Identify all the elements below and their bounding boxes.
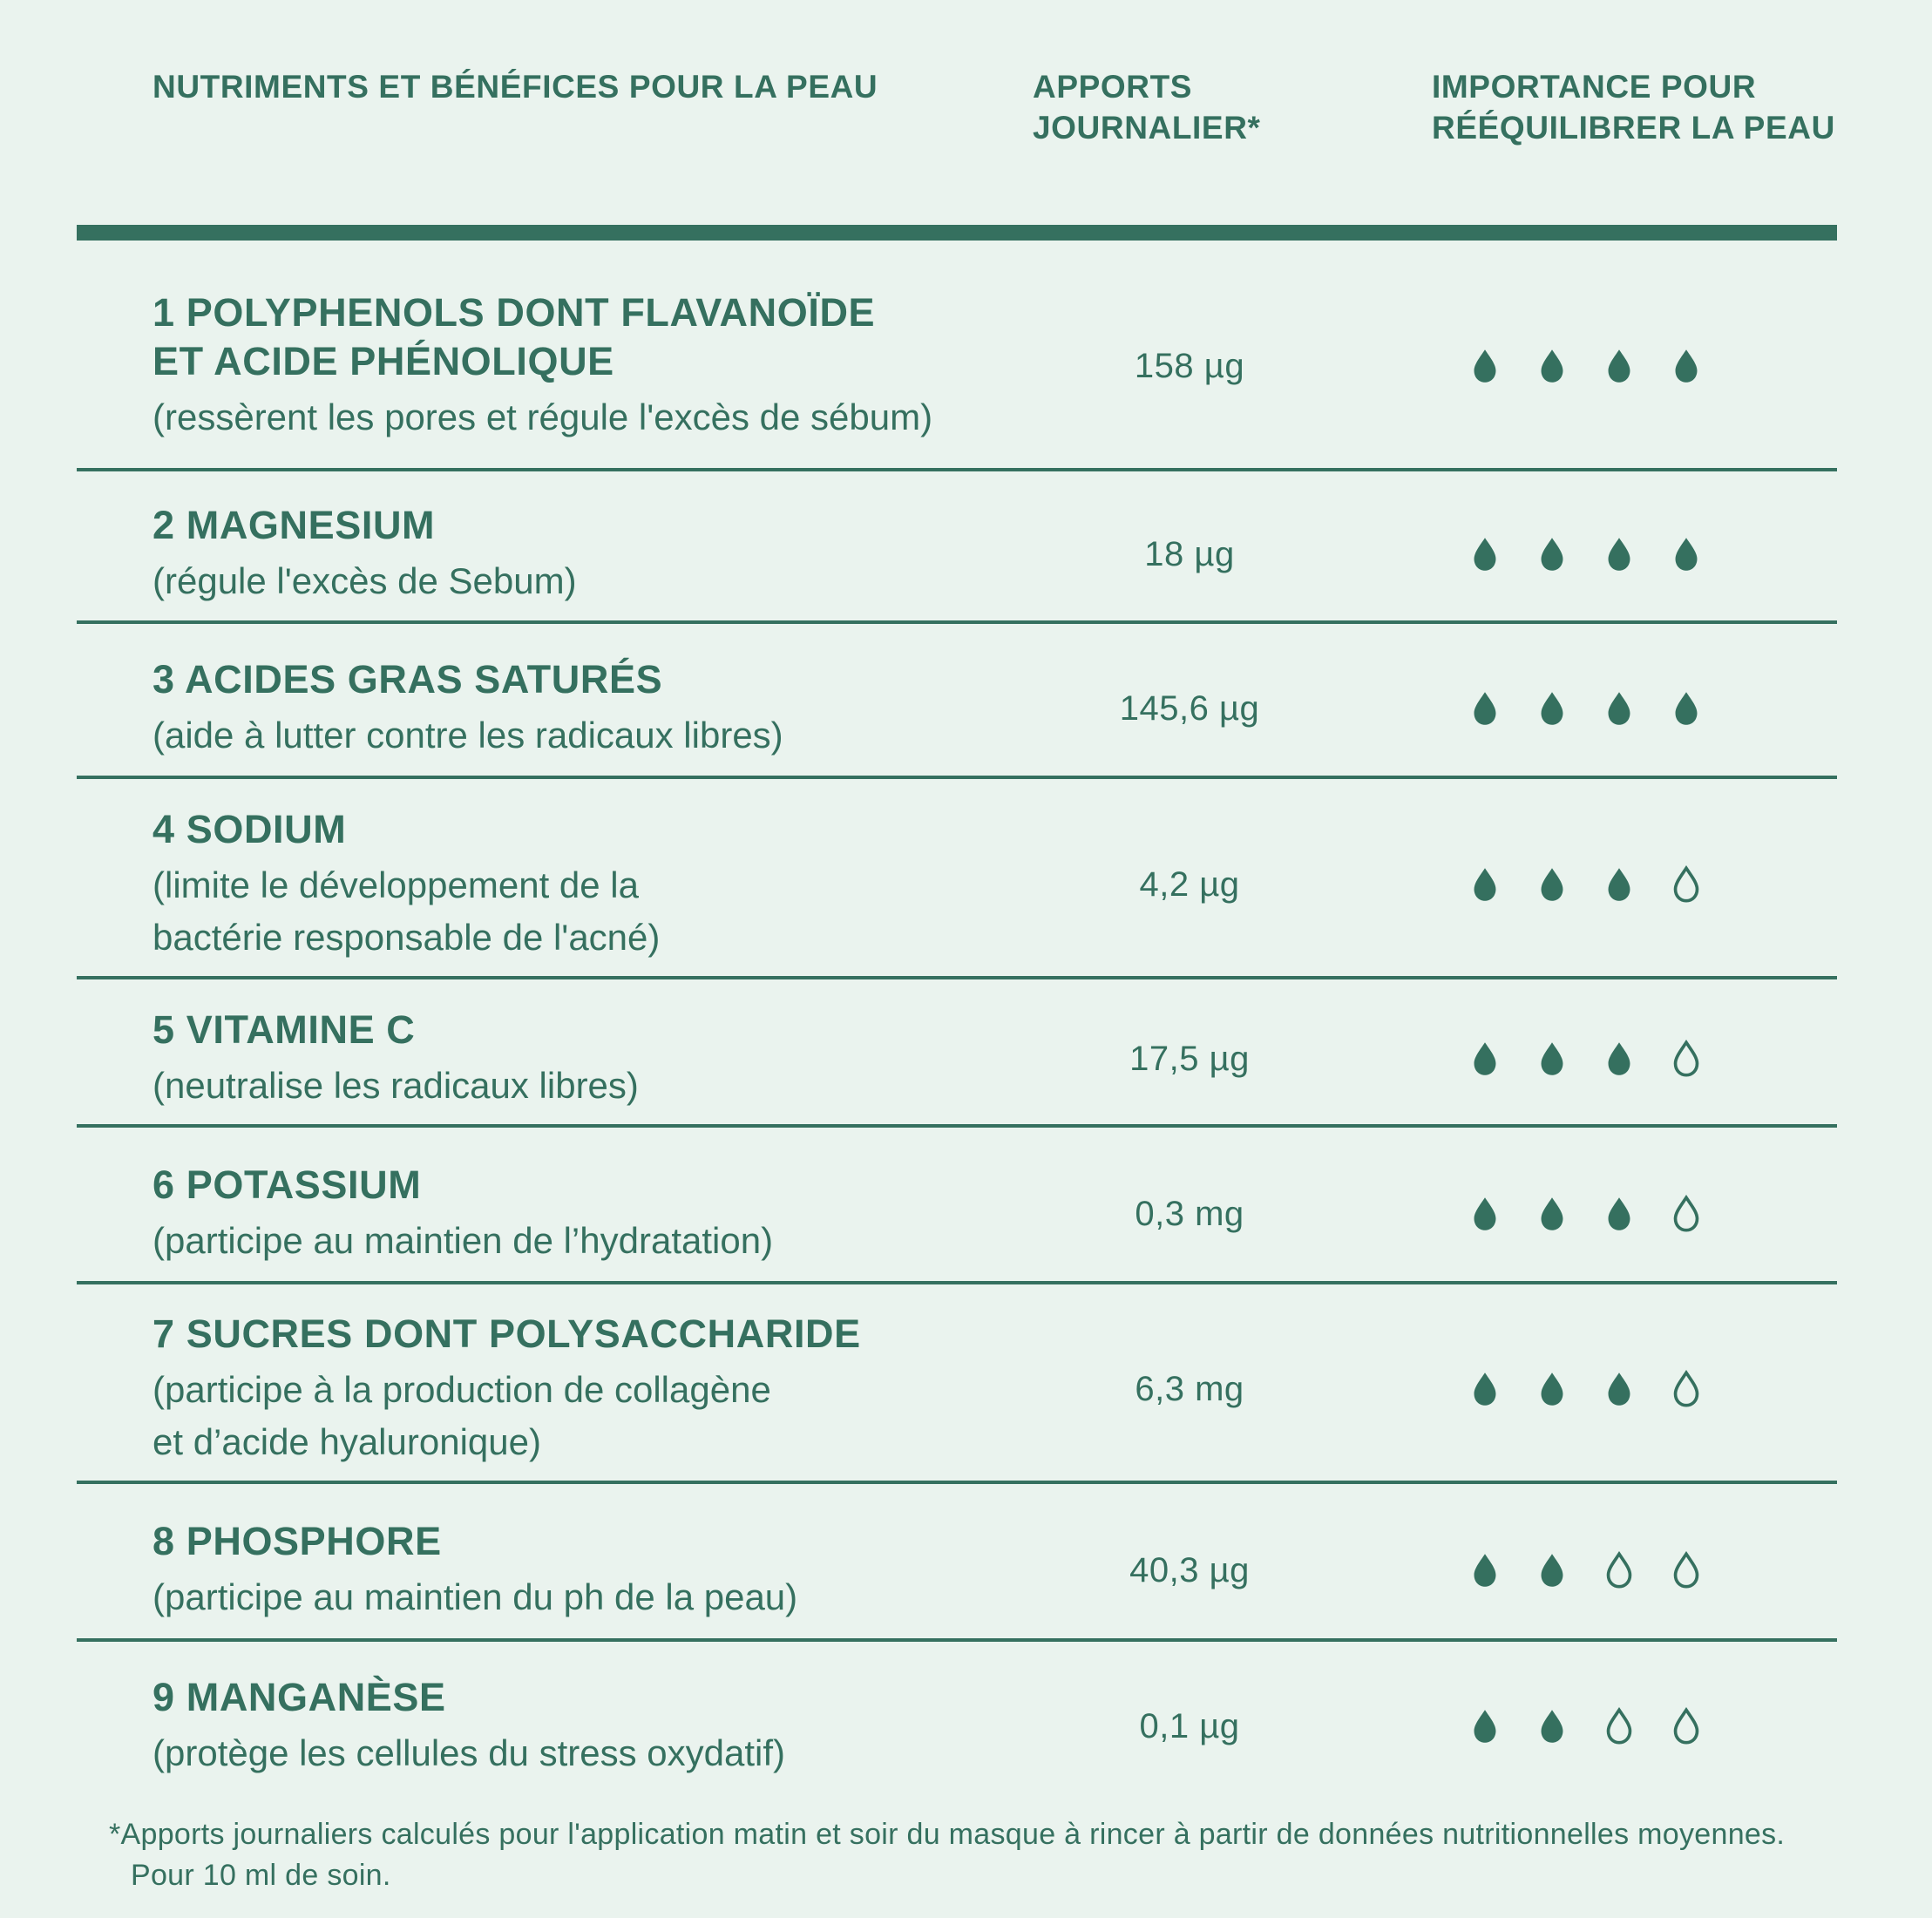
nutrient-cell xyxy=(77,1673,1015,1779)
nutrient-cell xyxy=(77,1161,1015,1267)
nutrient-benefit xyxy=(153,1060,1015,1112)
nutrient-title-line: 1 POLYPHENOLS DONT FLAVANOÏDE xyxy=(153,290,876,335)
nutrient-benefit xyxy=(153,709,1015,762)
header-apports-line2: JOURNALIER* xyxy=(1033,110,1261,146)
nutrient-benefit-line: (participe au maintien de l’hydratation) xyxy=(153,1220,774,1261)
importance-rating xyxy=(1364,685,1837,732)
drop-filled-icon xyxy=(1466,1703,1504,1750)
nutrient-benefit xyxy=(153,1571,1015,1623)
drop-filled-icon xyxy=(1466,531,1504,578)
daily-intake-value: 158 µg xyxy=(1134,346,1245,385)
nutrient-title xyxy=(153,1006,1015,1054)
nutrient-title-line: 7 SUCRES DONT POLYSACCHARIDE xyxy=(153,1311,861,1356)
footnote-line1: *Apports journaliers calculés pour l'application matin et soir du masque à rincer à partir de données nutritionnelles moyennes. xyxy=(109,1818,1786,1851)
nutrient-title xyxy=(153,1673,1015,1722)
drop-empty-icon xyxy=(1667,1703,1705,1750)
daily-intake-value: 40,3 µg xyxy=(1129,1550,1250,1589)
nutrient-cell xyxy=(77,1517,1015,1623)
drop-empty-icon xyxy=(1600,1547,1638,1594)
daily-intake-value: 17,5 µg xyxy=(1129,1039,1250,1078)
table-row xyxy=(77,1284,1837,1484)
table-body xyxy=(77,241,1837,1800)
importance-rating xyxy=(1364,1366,1837,1413)
drop-filled-icon xyxy=(1466,861,1504,908)
nutrient-benefit xyxy=(153,1727,1015,1779)
header-apports-line1: APPORTS xyxy=(1033,69,1193,105)
importance-rating xyxy=(1364,1547,1837,1594)
drop-filled-icon xyxy=(1600,1035,1638,1082)
drop-empty-icon xyxy=(1667,1547,1705,1594)
nutrient-title-line: 2 MAGNESIUM xyxy=(153,503,436,547)
nutrient-benefit-line: et d’acide hyaluronique) xyxy=(153,1421,541,1462)
drop-filled-icon xyxy=(1466,1035,1504,1082)
nutrient-title xyxy=(153,288,1015,386)
importance-rating xyxy=(1364,1190,1837,1237)
drop-filled-icon xyxy=(1533,685,1571,732)
nutrient-benefit-line: (régule l'excès de Sebum) xyxy=(153,560,577,601)
nutrient-title-line: 9 MANGANÈSE xyxy=(153,1675,446,1719)
drop-empty-icon xyxy=(1667,1190,1705,1237)
drop-filled-icon xyxy=(1600,861,1638,908)
header-importance xyxy=(1364,66,1837,148)
table-header xyxy=(77,0,1837,148)
daily-intake-value: 6,3 mg xyxy=(1135,1369,1244,1408)
nutrient-cell xyxy=(77,501,1015,607)
nutrient-benefit xyxy=(153,555,1015,607)
daily-intake-value: 0,3 mg xyxy=(1135,1194,1244,1233)
importance-rating xyxy=(1364,1703,1837,1750)
drop-filled-icon xyxy=(1600,342,1638,390)
nutrient-cell xyxy=(77,1006,1015,1112)
drop-filled-icon xyxy=(1600,685,1638,732)
nutrient-cell xyxy=(77,1310,1015,1468)
nutrient-title xyxy=(153,1517,1015,1566)
nutrient-benefit xyxy=(153,1364,1015,1468)
drop-filled-icon xyxy=(1667,685,1705,732)
header-importance-line2: RÉÉQUILIBRER LA PEAU xyxy=(1432,110,1835,146)
table-row xyxy=(77,624,1837,779)
nutrient-cell xyxy=(77,805,1015,964)
drop-filled-icon xyxy=(1533,342,1571,390)
nutrient-title xyxy=(153,501,1015,550)
nutrient-benefit xyxy=(153,1215,1015,1267)
nutrient-cell xyxy=(77,288,1015,444)
table-row xyxy=(77,779,1837,979)
daily-intake-value: 18 µg xyxy=(1144,534,1235,573)
drop-filled-icon xyxy=(1533,1547,1571,1594)
header-apports xyxy=(1015,66,1364,148)
drop-filled-icon xyxy=(1600,531,1638,578)
drop-filled-icon xyxy=(1667,342,1705,390)
nutrient-title xyxy=(153,655,1015,704)
nutrient-title xyxy=(153,1161,1015,1210)
table-row xyxy=(77,471,1837,624)
drop-filled-icon xyxy=(1667,531,1705,578)
drop-filled-icon xyxy=(1600,1190,1638,1237)
header-nutrients-line2: BÉNÉFICES POUR LA PEAU xyxy=(430,69,878,105)
nutrient-benefit-line: (participe à la production de collagène xyxy=(153,1369,771,1410)
importance-rating xyxy=(1364,1035,1837,1082)
drop-filled-icon xyxy=(1466,1366,1504,1413)
nutrient-benefit-line: (limite le développement de la xyxy=(153,864,639,905)
drop-empty-icon xyxy=(1667,1366,1705,1413)
drop-empty-icon xyxy=(1667,861,1705,908)
importance-rating xyxy=(1364,861,1837,908)
header-nutrients-line1: NUTRIMENTS ET xyxy=(153,69,421,105)
importance-rating xyxy=(1364,531,1837,578)
table-row xyxy=(77,979,1837,1128)
drop-filled-icon xyxy=(1466,1190,1504,1237)
nutrient-title xyxy=(153,1310,1015,1359)
header-divider-bar xyxy=(77,225,1837,241)
nutrient-benefit-line: bactérie responsable de l'acné) xyxy=(153,917,661,958)
nutrient-benefit-line: (protège les cellules du stress oxydatif) xyxy=(153,1732,785,1773)
nutrient-benefit xyxy=(153,859,1015,964)
daily-intake-value: 4,2 µg xyxy=(1139,864,1240,904)
daily-intake-value: 0,1 µg xyxy=(1139,1706,1240,1745)
drop-filled-icon xyxy=(1600,1366,1638,1413)
nutrient-benefit-line: (aide à lutter contre les radicaux libres) xyxy=(153,715,783,756)
footnote xyxy=(77,1814,1837,1896)
nutrient-title-line: 5 VITAMINE C xyxy=(153,1007,416,1052)
importance-rating xyxy=(1364,342,1837,390)
nutrient-title-line: ET ACIDE PHÉNOLIQUE xyxy=(153,339,614,383)
drop-filled-icon xyxy=(1533,1035,1571,1082)
nutrient-title-line: 3 ACIDES GRAS SATURÉS xyxy=(153,657,663,701)
drop-filled-icon xyxy=(1533,1190,1571,1237)
nutrient-title-line: 4 SODIUM xyxy=(153,807,347,851)
nutrient-benefit-line: (neutralise les radicaux libres) xyxy=(153,1065,639,1106)
table-row xyxy=(77,1128,1837,1284)
drop-empty-icon xyxy=(1667,1035,1705,1082)
table-row xyxy=(77,241,1837,471)
drop-filled-icon xyxy=(1533,531,1571,578)
nutrient-benefit-line: (participe au maintien du ph de la peau) xyxy=(153,1576,798,1617)
daily-intake-value: 145,6 µg xyxy=(1119,688,1260,728)
drop-filled-icon xyxy=(1466,1547,1504,1594)
drop-filled-icon xyxy=(1533,1703,1571,1750)
nutrient-cell xyxy=(77,655,1015,762)
drop-filled-icon xyxy=(1466,685,1504,732)
footnote-line2: Pour 10 ml de soin. xyxy=(131,1859,391,1892)
nutrient-title xyxy=(153,805,1015,854)
drop-filled-icon xyxy=(1533,861,1571,908)
nutrient-title-line: 8 PHOSPHORE xyxy=(153,1519,442,1563)
nutrient-title-line: 6 POTASSIUM xyxy=(153,1162,422,1207)
nutrient-benefit xyxy=(153,391,1015,444)
drop-empty-icon xyxy=(1600,1703,1638,1750)
table-row xyxy=(77,1642,1837,1800)
drop-filled-icon xyxy=(1466,342,1504,390)
nutrient-benefit-line: (ressèrent les pores et régule l'excès de sébum) xyxy=(153,396,933,437)
drop-filled-icon xyxy=(1533,1366,1571,1413)
table-row xyxy=(77,1484,1837,1642)
header-nutrients xyxy=(77,66,1015,148)
header-importance-line1: IMPORTANCE POUR xyxy=(1432,69,1757,105)
